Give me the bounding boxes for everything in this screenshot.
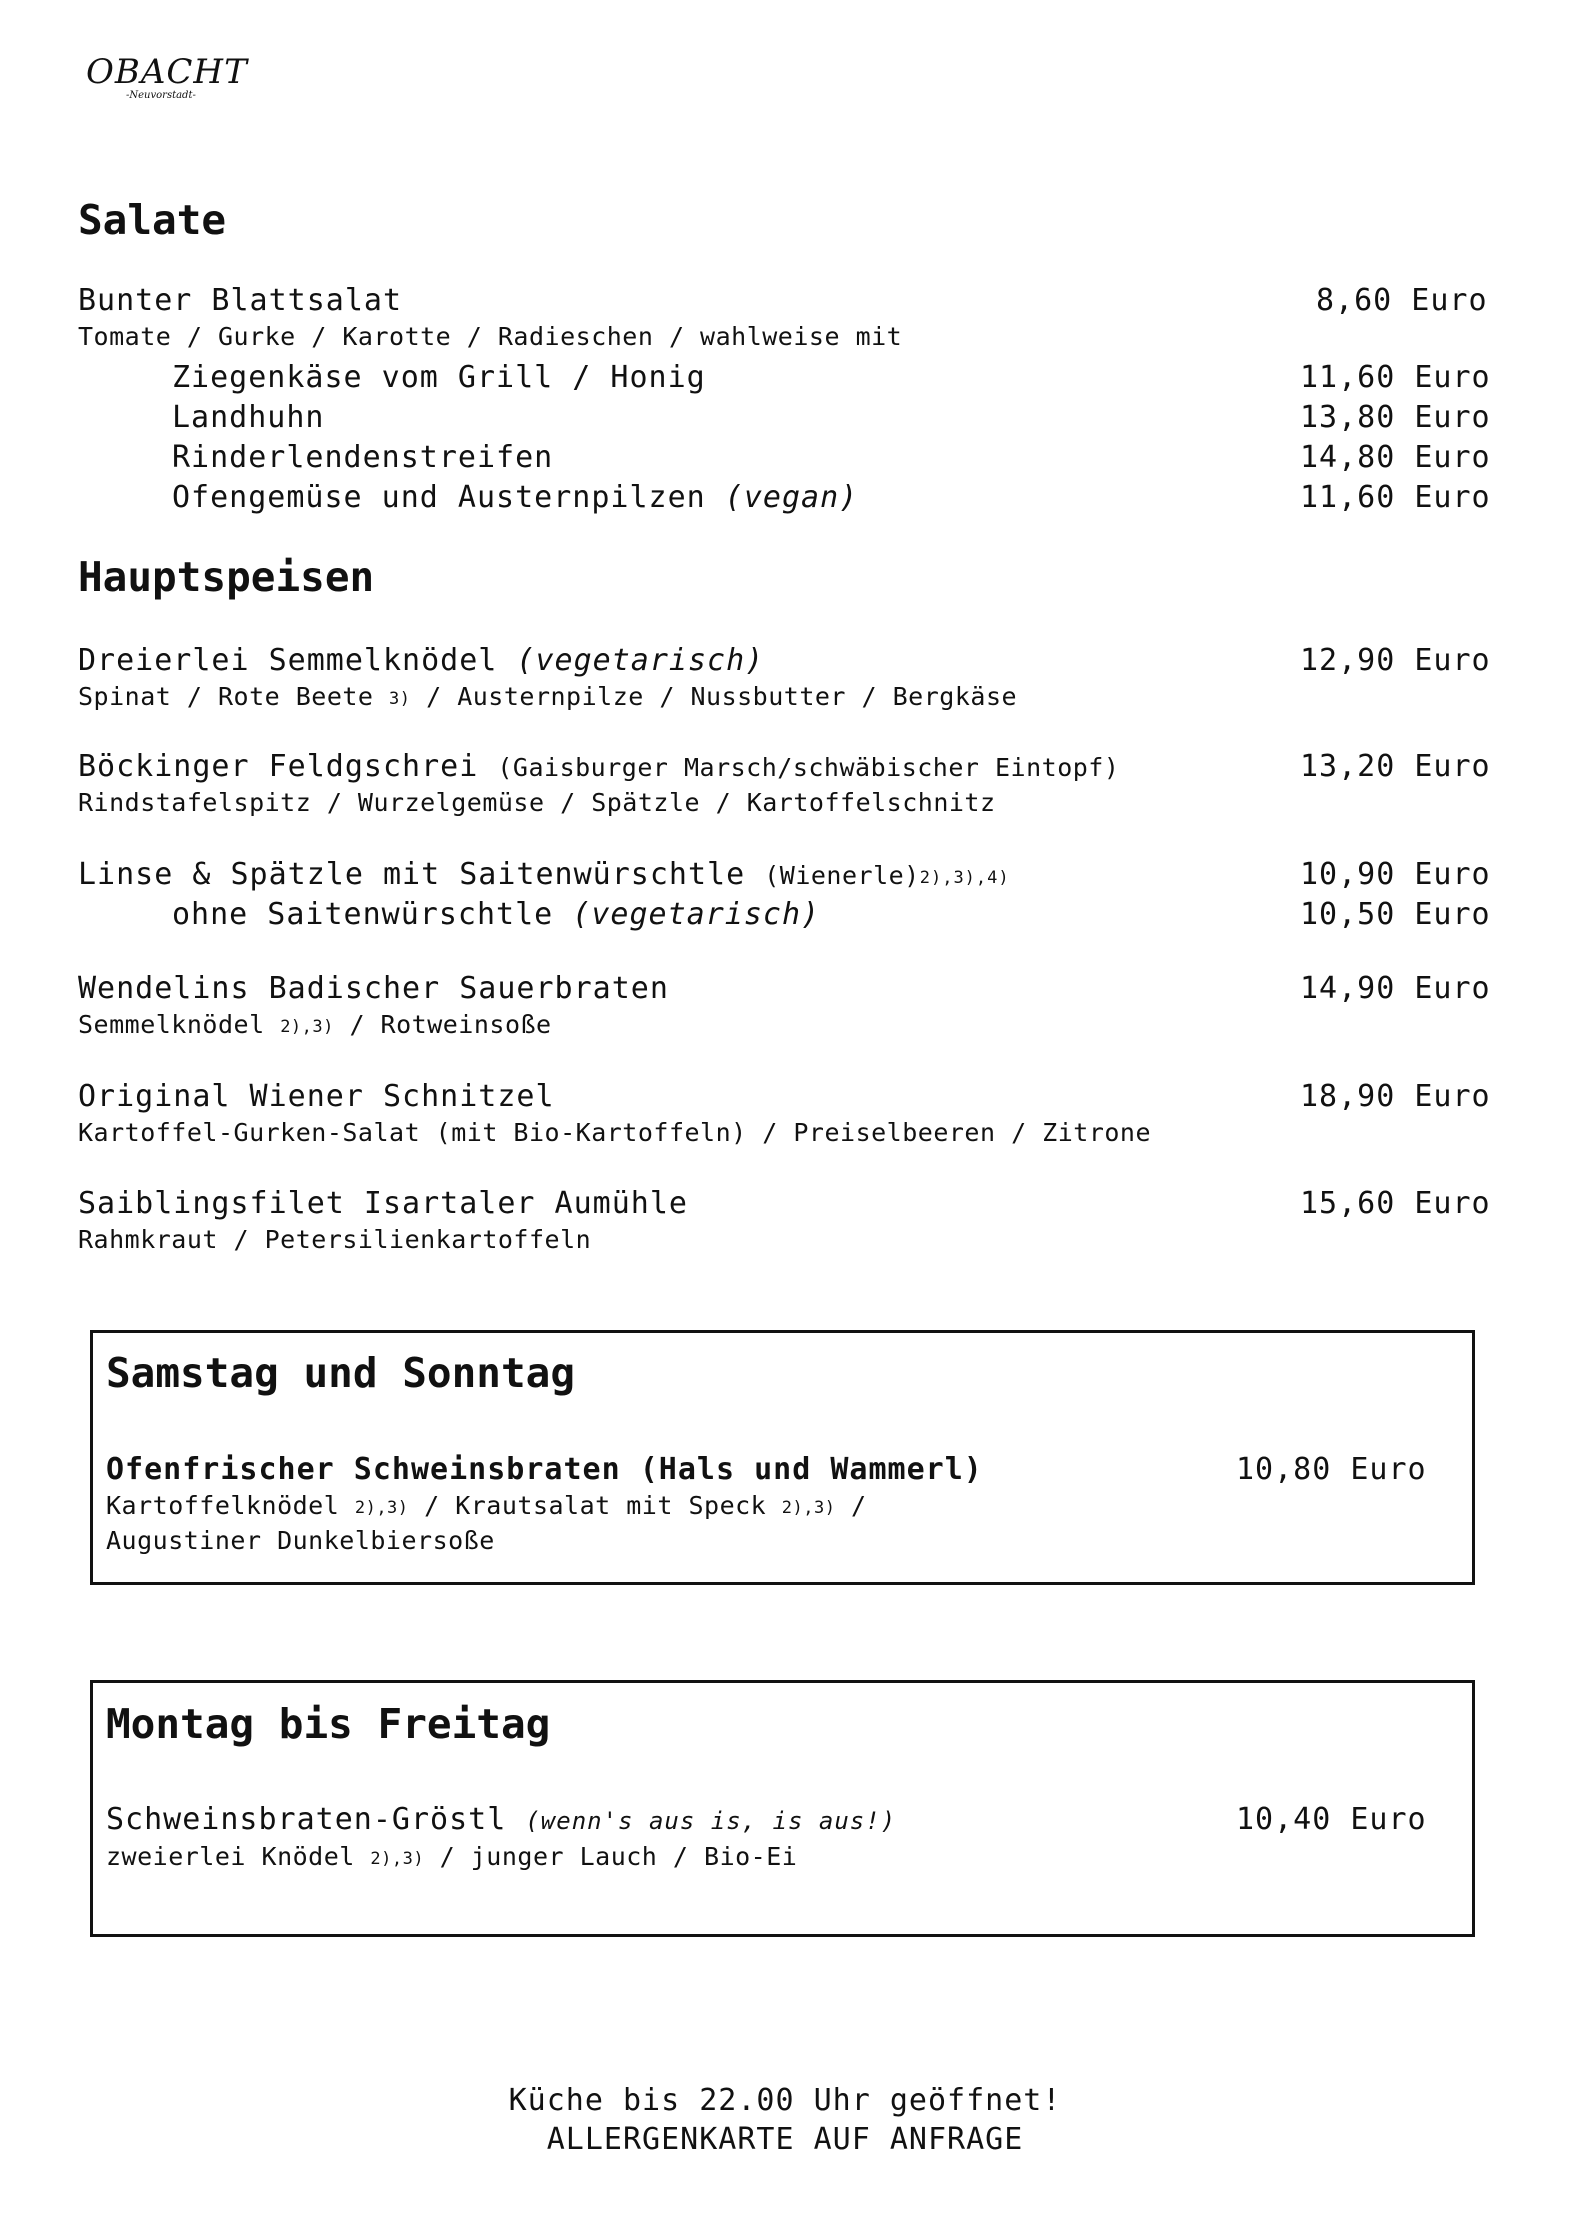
dish-label: Dreierlei Semmelknödel	[78, 643, 498, 678]
kitchen-hours-note: Küche bis 22.00 Uhr geöffnet!	[508, 2083, 1062, 2118]
dish-description: Rindstafelspitz / Wurzelgemüse / Spätzle / Kartoffelschnitz	[78, 788, 996, 817]
dish-description	[106, 1491, 867, 1520]
dish-subtitle: (Wienerle)	[764, 861, 920, 890]
salad-option: Rinderlendenstreifen	[172, 440, 554, 475]
dish-description: Kartoffel-Gurken-Salat (mit Bio-Kartoffeln) / Preiselbeeren / Zitrone	[78, 1118, 1152, 1147]
logo-subtitle: -Neuvorstadt-	[126, 90, 196, 101]
dish-name	[106, 1802, 896, 1837]
dish-price: 18,90 Euro	[1300, 1079, 1491, 1114]
salad-option-price: 13,80 Euro	[1300, 400, 1491, 435]
restaurant-logo	[86, 52, 256, 101]
desc-text: Semmelknödel	[78, 1010, 265, 1039]
desc-text: /	[851, 1491, 867, 1520]
dish-label: Böckinger Feldgschrei	[78, 749, 479, 784]
dish-price: 10,80 Euro	[1236, 1452, 1427, 1487]
salad-option-label: Ofengemüse und Austernpilzen	[172, 480, 706, 515]
dish-name: Wendelins Badischer Sauerbraten	[78, 971, 669, 1006]
dish-label: Linse & Spätzle mit Saitenwürschtle	[78, 857, 746, 892]
dish-price: 14,90 Euro	[1300, 971, 1491, 1006]
allergen-note: 3)	[389, 689, 411, 709]
dish-name: Original Wiener Schnitzel	[78, 1079, 555, 1114]
dish-subtitle: (Gaisburger Marsch/schwäbischer Eintopf)	[497, 753, 1120, 782]
dish-tagline: (wenn's aus is, is aus!)	[525, 1807, 897, 1835]
allergen-note: 2),3)	[370, 1849, 425, 1869]
dish-description: Tomate / Gurke / Karotte / Radieschen / wahlweise mit	[78, 322, 903, 351]
desc-text: / junger Lauch / Bio-Ei	[439, 1842, 798, 1871]
section-heading-weekday: Montag bis Freitag	[106, 1700, 551, 1748]
section-heading-salate: Salate	[78, 196, 227, 244]
section-heading-hauptspeisen: Hauptspeisen	[78, 553, 375, 601]
dish-name	[78, 643, 764, 678]
salad-option-price: 14,80 Euro	[1300, 440, 1491, 475]
dish-name	[78, 749, 1119, 784]
variant-label: ohne Saitenwürschtle	[172, 897, 554, 932]
diet-tag: (vegetarisch)	[572, 897, 821, 932]
allergen-note: 2),3)	[781, 1498, 836, 1518]
dish-description: Rahmkraut / Petersilienkartoffeln	[78, 1225, 592, 1254]
dish-description	[78, 682, 1017, 711]
salad-option-price: 11,60 Euro	[1300, 480, 1491, 515]
desc-text: / Austernpilze / Nussbutter / Bergkäse	[426, 682, 1018, 711]
logo-brand: OBACHT	[86, 52, 248, 92]
dish-label: Schweinsbraten-Gröstl	[106, 1802, 507, 1837]
dish-price: 13,20 Euro	[1300, 749, 1491, 784]
dish-name: Ofenfrischer Schweinsbraten (Hals und Wammerl)	[106, 1452, 983, 1487]
dish-price: 15,60 Euro	[1300, 1186, 1491, 1221]
desc-text: zweierlei Knödel	[106, 1842, 355, 1871]
dish-price: 12,90 Euro	[1300, 643, 1491, 678]
dish-variant	[172, 897, 820, 932]
allergen-note: 2),3),4)	[919, 868, 1010, 888]
dish-description	[78, 1010, 552, 1039]
salad-option-price: 11,60 Euro	[1300, 360, 1491, 395]
allergen-note: 2),3)	[280, 1017, 334, 1037]
allergen-note: 2),3)	[354, 1498, 409, 1518]
diet-tag: (vegetarisch)	[516, 643, 765, 678]
dish-variant-price: 10,50 Euro	[1300, 897, 1491, 932]
desc-text: / Krautsalat mit Speck	[424, 1491, 767, 1520]
salad-option: Landhuhn	[172, 400, 325, 435]
allergen-notice: ALLERGENKARTE AUF ANFRAGE	[546, 2122, 1024, 2157]
salad-option	[172, 480, 858, 515]
diet-tag: (vegan)	[724, 480, 859, 515]
desc-text: Spinat / Rote Beete	[78, 682, 374, 711]
desc-text: / Rotweinsoße	[349, 1010, 552, 1039]
salad-option: Ziegenkäse vom Grill / Honig	[172, 360, 706, 395]
dish-price: 10,90 Euro	[1300, 857, 1491, 892]
dish-price: 10,40 Euro	[1236, 1802, 1427, 1837]
dish-name: Bunter Blattsalat	[78, 283, 403, 318]
dish-price: 8,60 Euro	[1316, 283, 1488, 318]
desc-text: Kartoffelknödel	[106, 1491, 340, 1520]
dish-description-line2: Augustiner Dunkelbiersoße	[106, 1526, 495, 1555]
dish-name: Saiblingsfilet Isartaler Aumühle	[78, 1186, 688, 1221]
section-heading-weekend: Samstag und Sonntag	[106, 1349, 575, 1397]
dish-description	[106, 1842, 797, 1871]
dish-name	[78, 857, 1010, 892]
